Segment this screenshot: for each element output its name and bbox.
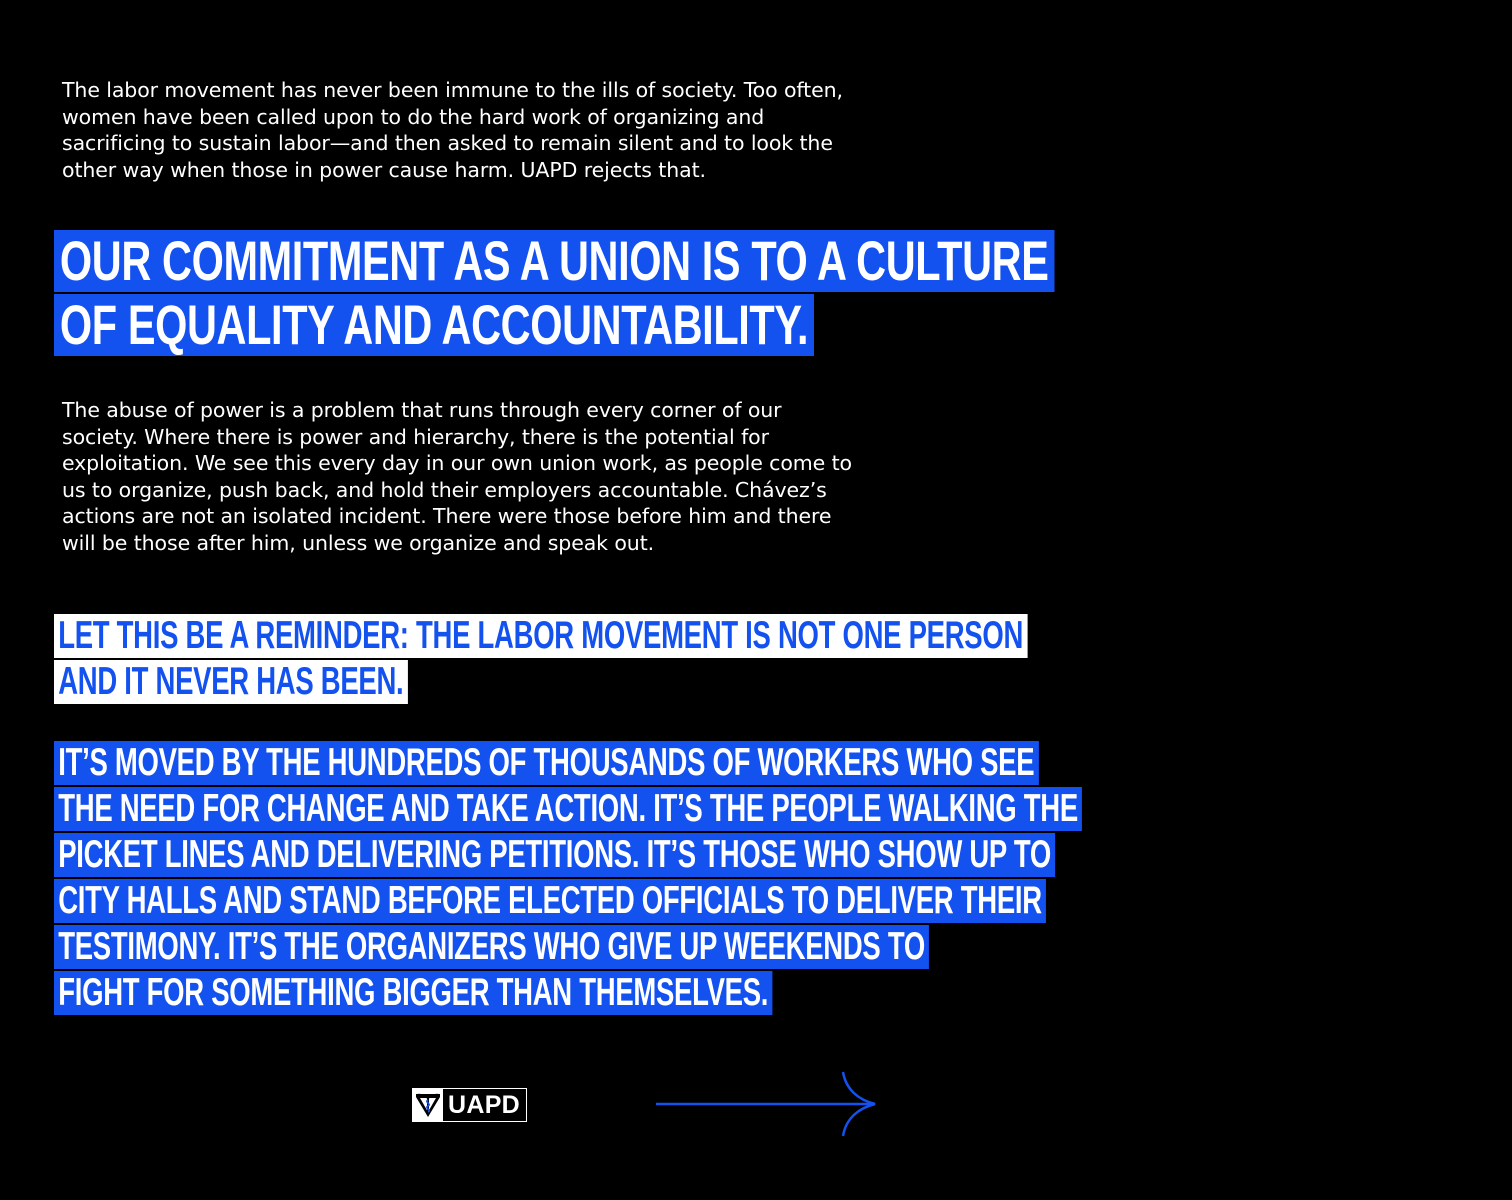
commitment-heading xyxy=(54,230,1406,358)
logo-text: UAPD xyxy=(448,1091,521,1119)
moved-paragraph-line: CITY HALLS AND STAND BEFORE ELECTED OFFICIALS TO DELIVER THEIR xyxy=(54,879,1046,923)
moved-paragraph-line: FIGHT FOR SOMETHING BIGGER THAN THEMSELVES. xyxy=(54,971,772,1015)
reminder-heading-line: LET THIS BE A REMINDER: THE LABOR MOVEMENT IS NOT ONE PERSON xyxy=(54,614,1027,658)
arrow-right-icon[interactable] xyxy=(654,1070,880,1140)
intro-paragraph xyxy=(62,77,912,183)
intro-line: sacrificing to sustain labor—and then asked to remain silent and to look the xyxy=(62,131,833,156)
abuse-line: will be those after him, unless we organize and speak out. xyxy=(62,530,655,555)
abuse-line: actions are not an isolated incident. There were those before him and there xyxy=(62,504,832,529)
moved-paragraph-line: PICKET LINES AND DELIVERING PETITIONS. IT’S THOSE WHO SHOW UP TO xyxy=(54,833,1055,877)
reminder-heading xyxy=(54,614,1435,706)
intro-line: The labor movement has never been immune to the ills of society. Too often, xyxy=(62,78,843,102)
commitment-heading-line: OUR COMMITMENT AS A UNION IS TO A CULTURE xyxy=(54,230,1054,292)
abuse-paragraph xyxy=(62,397,912,557)
abuse-line: exploitation. We see this every day in our own union work, as people come to xyxy=(62,451,852,476)
abuse-line: society. Where there is power and hierarchy, there is the potential for xyxy=(62,424,769,449)
intro-line: other way when those in power cause harm. UAPD rejects that. xyxy=(62,157,706,182)
abuse-line: us to organize, push back, and hold their employers accountable. Chávez’s xyxy=(62,477,827,502)
moved-paragraph-line: TESTIMONY. IT’S THE ORGANIZERS WHO GIVE UP WEEKENDS TO xyxy=(54,925,929,969)
moved-paragraph-line: IT’S MOVED BY THE HUNDREDS OF THOUSANDS OF WORKERS WHO SEE xyxy=(54,741,1039,785)
uapd-logo xyxy=(412,1088,527,1122)
abuse-line: The abuse of power is a problem that runs through every corner of our xyxy=(62,398,782,422)
intro-line: women have been called upon to do the hard work of organizing and xyxy=(62,104,765,129)
commitment-heading-line: OF EQUALITY AND ACCOUNTABILITY. xyxy=(54,294,814,356)
reminder-heading-line: AND IT NEVER HAS BEEN. xyxy=(54,660,408,704)
moved-paragraph xyxy=(54,741,1512,1017)
caduceus-shield-icon xyxy=(413,1089,443,1121)
moved-paragraph-line: THE NEED FOR CHANGE AND TAKE ACTION. IT’S THE PEOPLE WALKING THE xyxy=(54,787,1082,831)
